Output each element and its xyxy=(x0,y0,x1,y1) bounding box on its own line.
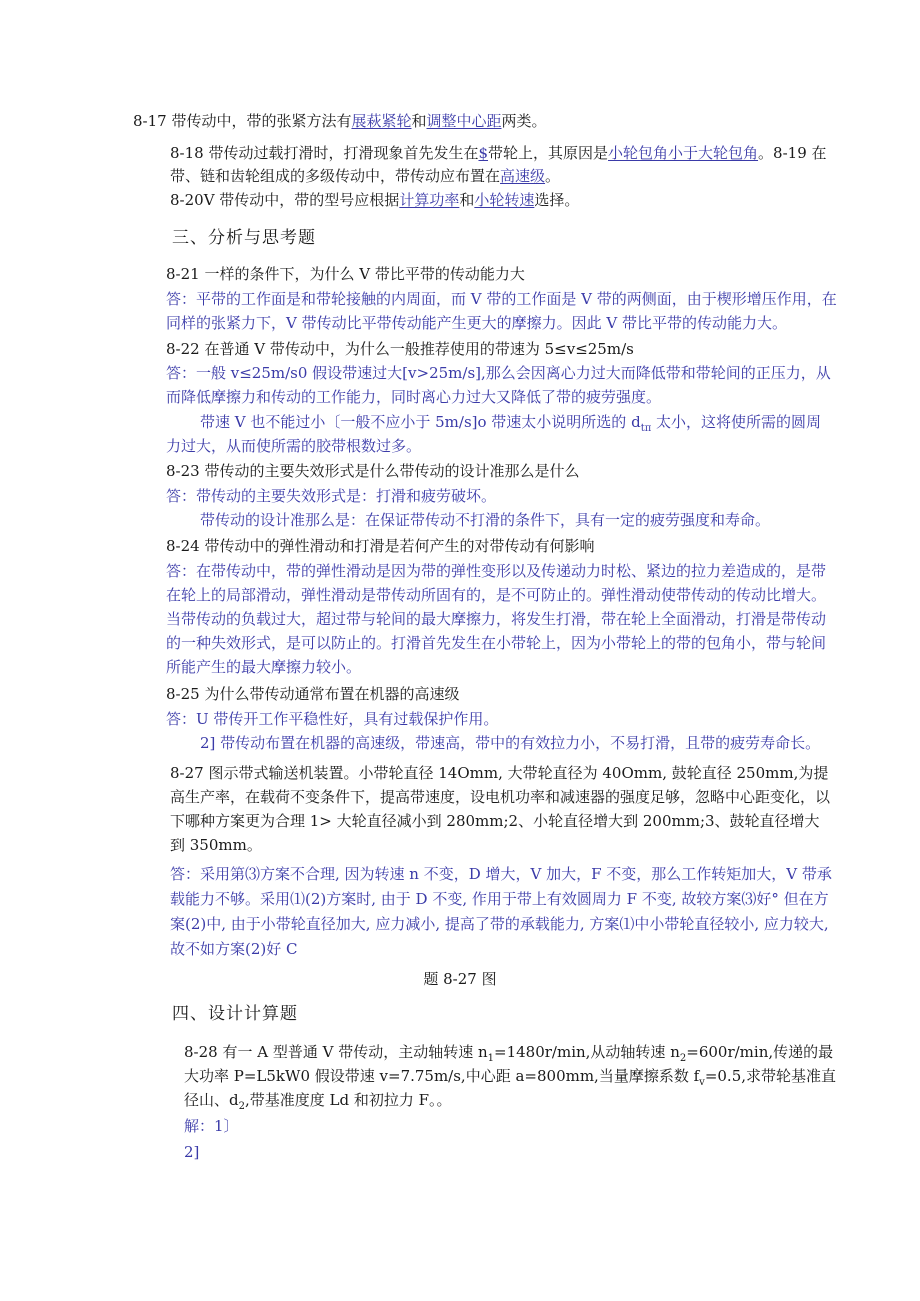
q8-22-answer-2-sub: tπ xyxy=(640,423,652,434)
figure-caption: 题 8-27 图 xyxy=(423,970,497,988)
q8-25-answer-2: 2] 带传动布置在机器的高速级，带速高，带中的有效拉力小，不易打滑，且带的疲劳寿命长。 xyxy=(200,734,821,752)
q8-21-question: 8-21 一样的条件下，为什么 V 带比平带的传动能力大 xyxy=(166,265,525,283)
q8-28-part-2: =1480r∕min,从动轴转速 n xyxy=(494,1043,680,1061)
q8-22-question: 8-22 在普通 V 带传动中，为什么一般推荐使用的带速为 5≤v≤25m∕s xyxy=(166,340,634,358)
q8-19-text-end: 。 xyxy=(545,167,561,185)
q8-28-sub-4: 2 xyxy=(238,1101,245,1112)
q8-24-answer: 答：在带传动中，带的弹性滑动是因为带的弹性变形以及传递动力时松、紧边的拉力差造成的，是带在轮上的局部滑动，弹性滑动是带传动所固有的，是不可防止的。弹性滑动使带传动的传动比增大。当带传动的负载过大，超过带与轮间的最大摩擦力，将发生打滑，带在轮上全面滑动，打滑是带传动的一种失效形式，是可以防止的。打滑首先发生在小带轮上，因为小带轮上的带的包角小，带与轮间所能产生的最大摩擦力较小。 xyxy=(166,562,827,676)
question-8-18 xyxy=(170,141,827,165)
q8-28-question xyxy=(184,1040,840,1112)
q8-18-answer-2: 小轮包角小于大轮包角 xyxy=(608,144,759,162)
section-heading-design: 四、设计计算题 xyxy=(172,1004,298,1024)
q8-23-answer-1: 答：带传动的主要失效形式是：打滑和疲劳破坏。 xyxy=(166,487,497,505)
q8-20-answer-1: 计算功率 xyxy=(399,191,460,209)
q8-25-question: 8-25 为什么带传动通常布置在机器的高速级 xyxy=(166,685,460,703)
q8-22-answer-2 xyxy=(166,410,834,458)
q8-18-text-pre: 8-18 带传动过载打滑时，打滑现象首先发生在 xyxy=(170,144,479,162)
section-heading-analysis: 三、分析与思考题 xyxy=(172,228,316,248)
q8-28-sub-1: 1 xyxy=(487,1053,495,1064)
q8-20-text-mid: 和 xyxy=(459,191,475,209)
q8-18-text-mid1: 带轮上，其原因是 xyxy=(488,144,609,162)
q8-23-answer-2: 带传动的设计准那么是：在保证带传动不打滑的条件下，具有一定的疲劳强度和寿命。 xyxy=(200,511,771,529)
q8-22-answer-1: 答：一般 v≤25m∕s0 假设带速过大[v>25m∕s],那么会因离心力过大而降低带和带轮间的正压力，从而降低摩擦力和传动的工作能力，同时离心力过大又降低了带的疲劳强度。 xyxy=(166,364,831,406)
q8-18-answer-1: $ xyxy=(478,144,489,162)
q8-21-answer: 答：平带的工作面是和带轮接触的内周面，而 V 带的工作面是 V 带的两侧面，由于楔形增压作用，在同样的张紧力下，V 带传动比平带传动能产生更大的摩擦力。因此 V 带比平带的传动能力大。 xyxy=(166,290,837,332)
q8-23-question: 8-23 带传动的主要失效形式是什么带传动的设计准那么是什么 xyxy=(166,462,580,480)
q8-17-answer-2: 调整中心距 xyxy=(426,112,502,130)
q8-24-question: 8-24 带传动中的弹性滑动和打滑是若何产生的对带传动有何影响 xyxy=(166,537,595,555)
q8-27-question: 8-27 图示带式输送机装置。小带轮直径 14Omm, 大带轮直径为 40Omm, 鼓轮直径 250mm,为提高生产率，在载荷不变条件下，提高带速度，设电机功率和减速器的强度足够，忽略中心距变化，以下哪种方案更为合理 1> 大轮直径减小到 280mm;2、小轮直径增大到 200mm;3、鼓轮直径增大到 350mm。 xyxy=(170,764,831,854)
q8-28-part-5: ,带基准度度 Ld 和初拉力 F。。 xyxy=(244,1091,452,1109)
q8-19-text: 带、链和齿轮组成的多级传动中，带传动应布置在 xyxy=(170,167,501,185)
question-8-17 xyxy=(133,109,547,133)
q8-17-text-mid: 和 xyxy=(411,112,427,130)
q8-27-answer: 答：采用第⑶方案不合理, 因为转速 n 不变，D 增大，V 加大，F 不变，那么工作转矩加大，V 带承载能力不够。采用⑴(2)方案时, 由于 D 不变, 作用于带上有效圆周力 F 不变, 故较方案⑶好° 但在方案(2)中, 由于小带轮直径加大, 应力减小, 提高了带的承载能力, 方案⑴中小带轮直径较小, 应力较大, 故不如方案(2)好 C xyxy=(170,865,832,958)
question-8-19 xyxy=(170,164,560,188)
q8-17-text-pre: 8-17 带传动中，带的张紧方法有 xyxy=(133,112,352,130)
q8-18-text-mid2: 。8-19 在 xyxy=(758,144,827,162)
q8-22-answer-2-pre: 带速 V 也不能过小〔一般不应小于 5m∕s]o 带速太小说明所选的 d xyxy=(200,413,641,431)
question-8-20 xyxy=(170,188,579,212)
q8-28-solution-2: 2] xyxy=(184,1143,200,1161)
q8-22-answer-2-post: 太小，这将使所需的圆周力过大，从而使所需的胶带根数过多。 xyxy=(166,413,822,455)
q8-28-solution-1: 解：1〕 xyxy=(184,1117,239,1135)
q8-20-answer-2: 小轮转速 xyxy=(474,191,535,209)
q8-28-part-4: =0.5,求带轮基准直径山、d xyxy=(184,1067,837,1109)
q8-25-answer-1: 答：U 带传开工作平稳性好，具有过载保护作用。 xyxy=(166,710,499,728)
q8-17-answer-1: 展萩紧轮 xyxy=(351,112,412,130)
q8-20-text-post: 选择。 xyxy=(534,191,580,209)
q8-19-answer: 高速级 xyxy=(500,167,546,185)
q8-28-part-1: 8-28 有一 A 型普通 V 带传动，主动轴转速 n xyxy=(184,1043,488,1061)
q8-17-text-post: 两类。 xyxy=(501,112,547,130)
q8-28-sub-3: v xyxy=(699,1077,705,1088)
q8-28-sub-2: 2 xyxy=(679,1053,687,1064)
q8-20-text-pre: 8-20V 带传动中，带的型号应根据 xyxy=(170,191,400,209)
q8-28-part-3: =600r∕min,传递的最大功率 P=L5kW0 假设带速 v=7.75m∕s,中心距 a=800mm,当量摩擦系数 f xyxy=(184,1043,834,1085)
